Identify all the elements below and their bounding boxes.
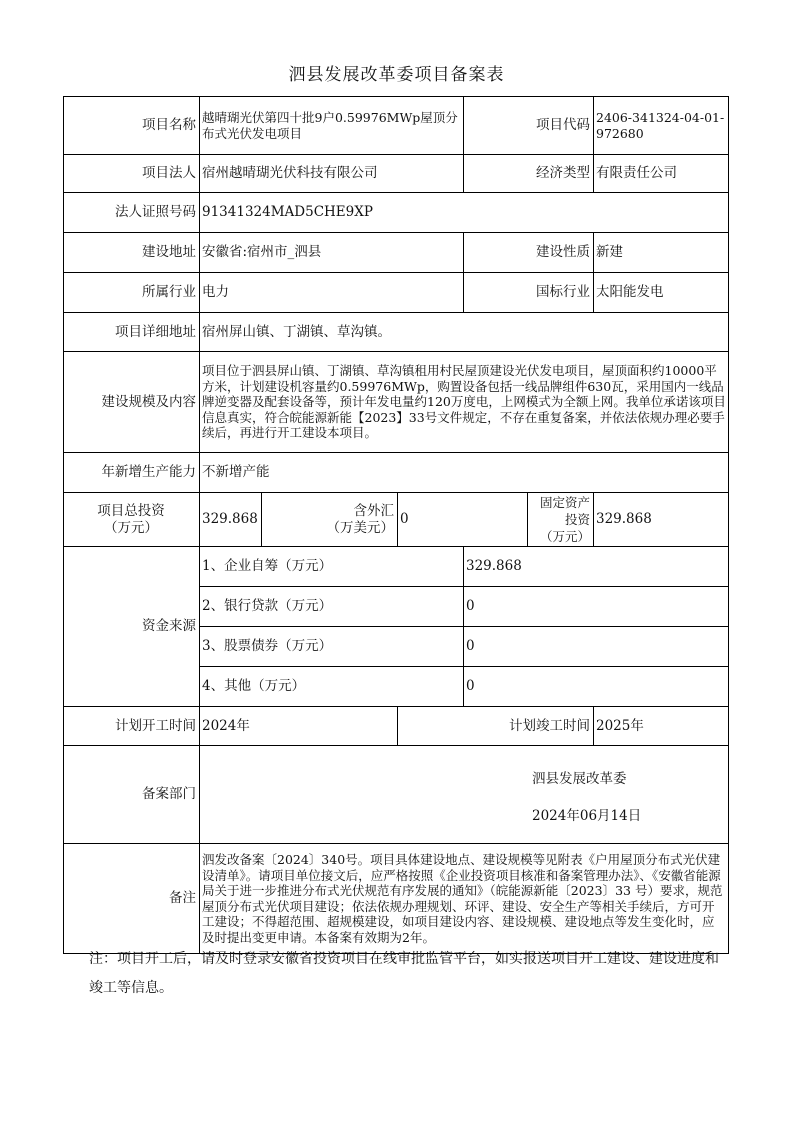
- label-econ-type: 经济类型: [464, 155, 594, 193]
- value-nature: 新建: [594, 233, 729, 273]
- value-end: 2025年: [594, 707, 729, 746]
- label-industry: 所属行业: [64, 273, 200, 313]
- filing-form-table: [63, 96, 729, 954]
- dept-block: [200, 746, 729, 844]
- footer-note: 注：项目开工后，请及时登录安徽省投资项目在线审批监管平台，如实报送项目开工建设、建设进度和竣工等信息。: [89, 951, 719, 996]
- value-fixed-invest: 329.868: [594, 493, 729, 547]
- value-project-name: 越晴瑚光伏第四十批9户0.59976MWp屋顶分布式光伏发电项目: [200, 97, 464, 155]
- row-investment: [64, 493, 729, 547]
- value-capacity: 不新增产能: [200, 453, 729, 493]
- label-funding: 资金来源: [64, 547, 200, 707]
- label-dept: 备案部门: [64, 746, 200, 844]
- row-legal-person: [64, 155, 729, 193]
- label-national-industry: 国标行业: [464, 273, 594, 313]
- row-dept: [64, 746, 729, 844]
- row-detail-address: [64, 313, 729, 352]
- funding-value-4: 0: [464, 667, 729, 707]
- funding-value-1: 329.868: [464, 547, 729, 587]
- value-legal-person: 宿州越晴瑚光伏科技有限公司: [200, 155, 464, 193]
- value-license: 91341324MAD5CHE9XP: [200, 193, 729, 233]
- funding-label-2: 2、银行贷款（万元）: [200, 587, 464, 627]
- row-schedule: [64, 707, 729, 746]
- value-industry: 电力: [200, 273, 464, 313]
- label-project-code: 项目代码: [464, 97, 594, 155]
- funding-label-4: 4、其他（万元）: [200, 667, 464, 707]
- value-project-code: 2406-341324-04-01-972680: [594, 97, 729, 155]
- funding-value-3: 0: [464, 627, 729, 667]
- funding-value-2: 0: [464, 587, 729, 627]
- label-capacity: 年新增生产能力: [64, 453, 200, 493]
- label-location: 建设地址: [64, 233, 200, 273]
- row-funding-1: [64, 547, 729, 587]
- label-fixed-invest: 固定资产投资 （万元）: [528, 493, 594, 547]
- row-license: [64, 193, 729, 233]
- label-legal-person: 项目法人: [64, 155, 200, 193]
- row-project-name: [64, 97, 729, 155]
- funding-label-1: 1、企业自筹（万元）: [200, 547, 464, 587]
- row-location: [64, 233, 729, 273]
- document-title: 泗县发展改革委项目备案表: [288, 65, 505, 85]
- label-license: 法人证照号码: [64, 193, 200, 233]
- label-total-invest: 项目总投资 （万元）: [64, 493, 200, 547]
- dept-date: 2024年06月14日: [532, 807, 642, 824]
- label-foreign: 含外汇 （万美元）: [262, 493, 398, 547]
- funding-label-3: 3、股票债券（万元）: [200, 627, 464, 667]
- value-foreign: 0: [398, 493, 528, 547]
- value-total-invest: 329.868: [200, 493, 262, 547]
- label-end: 计划竣工时间: [398, 707, 594, 746]
- value-scale: 项目位于泗县屏山镇、丁湖镇、草沟镇租用村民屋顶建设光伏发电项目，屋顶面积约10000平方米，计划建设机容量约0.59976MWp，购置设备包括一线品牌组件630瓦，采用国内一线品牌逆变器及配套设备等，预计年发电量约120万度电，上网模式为全额上网。我单位承诺该项目信息真实，符合皖能源新能【2023】33号文件规定，不存在重复备案，并依法依规办理必要手续后，再进行开工建设本项目。: [200, 352, 729, 453]
- label-nature: 建设性质: [464, 233, 594, 273]
- row-scale: [64, 352, 729, 453]
- label-start: 计划开工时间: [64, 707, 200, 746]
- value-econ-type: 有限责任公司: [594, 155, 729, 193]
- value-remark: 泗发改备案〔2024〕340号。项目具体建设地点、建设规模等见附表《户用屋顶分布式光伏建设清单》。请项目单位接文后，应严格按照《企业投资项目核准和备案管理办法》、《安徽省能源局关于进一步推进分布式光伏规范有序发展的通知》（皖能源新能〔2023〕33 号）要求，规范屋顶分布式光伏项目建设；依法依规办理规划、环评、建设、安全生产等相关手续后，方可开工建设；不得超范围、超规模建设，如项目建设内容、建设规模、建设地点等发生变化时，应及时提出变更申请。本备案有效期为2年。: [200, 844, 729, 954]
- value-location: 安徽省:宿州市_泗县: [200, 233, 464, 273]
- value-detail-address: 宿州屏山镇、丁湖镇、草沟镇。: [200, 313, 729, 352]
- row-industry: [64, 273, 729, 313]
- label-project-name: 项目名称: [64, 97, 200, 155]
- value-national-industry: 太阳能发电: [594, 273, 729, 313]
- label-remark: 备注: [64, 844, 200, 954]
- row-capacity: [64, 453, 729, 493]
- label-detail-address: 项目详细地址: [64, 313, 200, 352]
- value-start: 2024年: [200, 707, 398, 746]
- row-remark: [64, 844, 729, 954]
- label-scale: 建设规模及内容: [64, 352, 200, 453]
- dept-name: 泗县发展改革委: [532, 770, 627, 787]
